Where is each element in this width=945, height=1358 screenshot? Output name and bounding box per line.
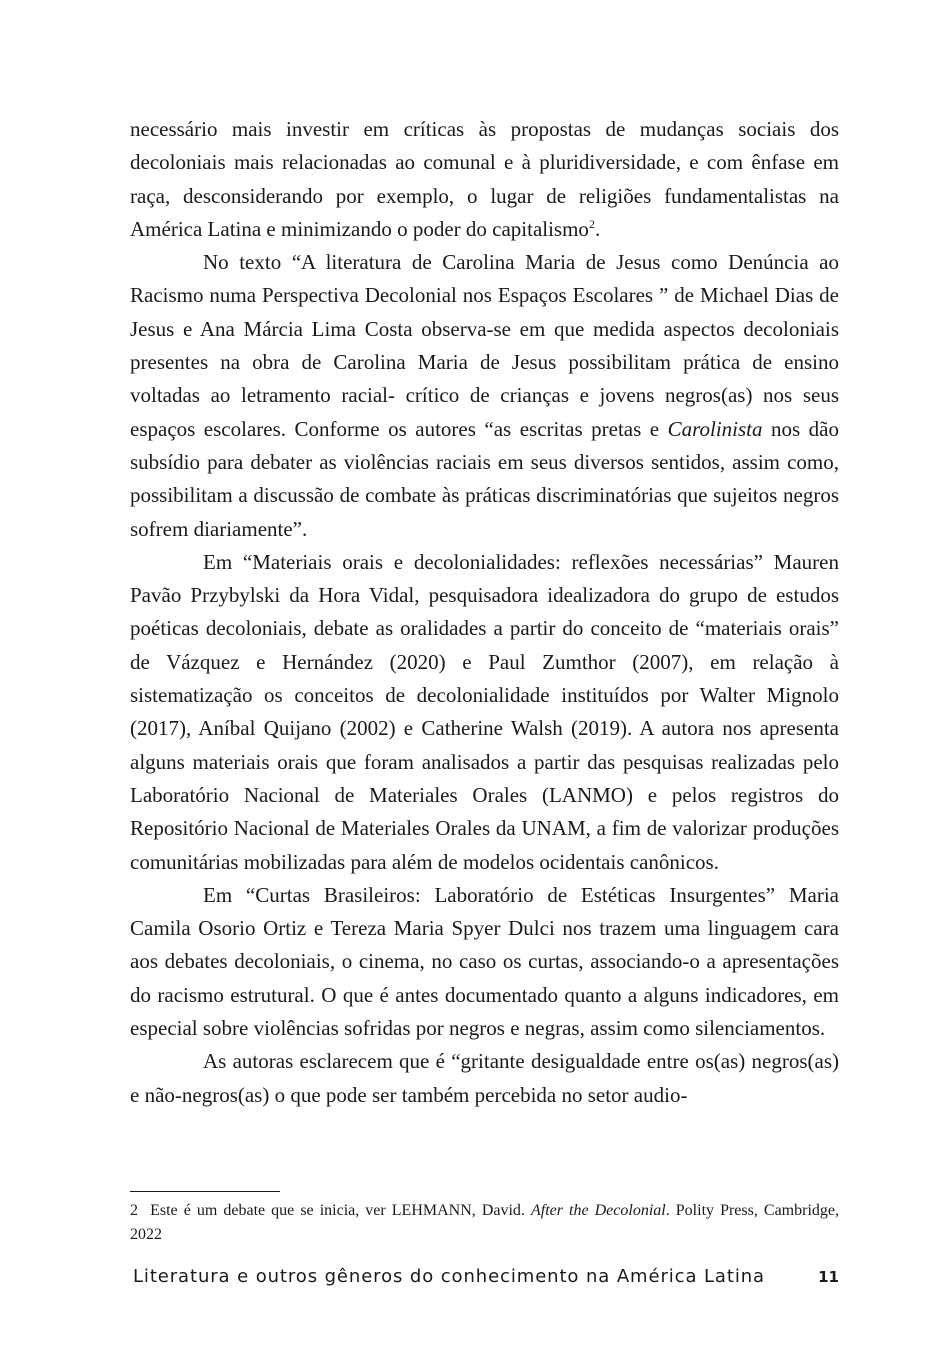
footnote-divider <box>130 1191 280 1192</box>
footnote <box>130 1199 839 1247</box>
footnote-text-b: . Polity Press, Cambridge, 2022 <box>130 1202 840 1243</box>
paragraph-5: As autoras esclarecem que é “gritante desigualdade entre os(as) negros(as) e não-negros(as) o que pode ser também percebida no setor audio- <box>130 1049 839 1107</box>
body-text <box>130 113 839 1112</box>
paragraph-2-text-b: nos dão subsídio para debater as violências raciais em seus diversos sentidos, assim como, possibilitam a discussão de combate às práticas discriminatórias que sujeitos negros sofrem diariamente”. <box>130 416 839 541</box>
paragraph-1-end: . <box>594 216 601 241</box>
paragraph-1 <box>130 113 839 246</box>
paragraph-4: Em “Curtas Brasileiros: Laboratório de Estéticas Insurgentes” Maria Camila Osorio Ortiz e Tereza Maria Spyer Dulci nos trazem uma linguagem cara aos debates decoloniais, o cinema, no caso os curtas, associando-o a apresentações do racismo estrutural. O que é antes documentado quanto a alguns indicadores, em especial sobre violências sofridas por negros e negras, assim como silenciamentos. <box>130 882 839 1041</box>
paragraph-1-text: necessário mais investir em críticas às propostas de mudanças sociais dos decoloniais mais relacionadas ao comunal e à pluridiversidade, e com ênfase em raça, desconsiderando por exemplo, o lugar de religiões fundamentalistas na América Latina e minimizando o poder do capitalismo <box>130 117 839 241</box>
paragraph-2-italic: Carolinista <box>667 416 763 441</box>
footnote-number: 2 <box>130 1202 138 1219</box>
paragraph-2 <box>130 246 839 546</box>
footnote-italic-title: After the Decolonial <box>530 1202 666 1219</box>
page-number: 11 <box>818 1268 839 1286</box>
footnote-reference-2[interactable]: 2 <box>588 216 595 231</box>
paragraph-3: Em “Materiais orais e decolonialidades: reflexões necessárias” Mauren Pavão Przybylski da Hora Vidal, pesquisadora idealizadora do grupo de estudos poéticas decoloniais, debate as oralidades a partir do conceito de “materiais orais” de Vázquez e Hernández (2020) e Paul Zumthor (2007), em relação à sistematização os conceitos de decolonialidade instituídos por Walter Mignolo (2017), Aníbal Quijano (2002) e Catherine Walsh (2019). A autora nos apresenta alguns materiais orais que foram analisados a partir das pesquisas realizadas pelo Laboratório Nacional de Materiales Orales (LANMO) e pelos registros do Repositório Nacional de Materiales Orales da UNAM, a fim de valorizar produções comunitárias mobilizadas para além de modelos ocidentais canônicos. <box>130 549 839 874</box>
paragraph-2-text-a: No texto “A literatura de Carolina Maria de Jesus como Denúncia ao Racismo numa Perspectiva Decolonial nos Espaços Escolares ” de Michael Dias de Jesus e Ana Márcia Lima Costa observa-se em que medida aspectos decoloniais presentes na obra de Carolina Maria de Jesus possibilitam prática de ensino voltadas ao letramento racial- crítico de crianças e jovens negros(as) nos seus espaços escolares. Conforme os autores “as escritas pretas e <box>130 250 839 441</box>
footnote-text-a: Este é um debate que se inicia, ver LEHMANN, David. <box>150 1202 531 1219</box>
running-footer-title: Literatura e outros gêneros do conhecimento na América Latina <box>133 1266 765 1287</box>
